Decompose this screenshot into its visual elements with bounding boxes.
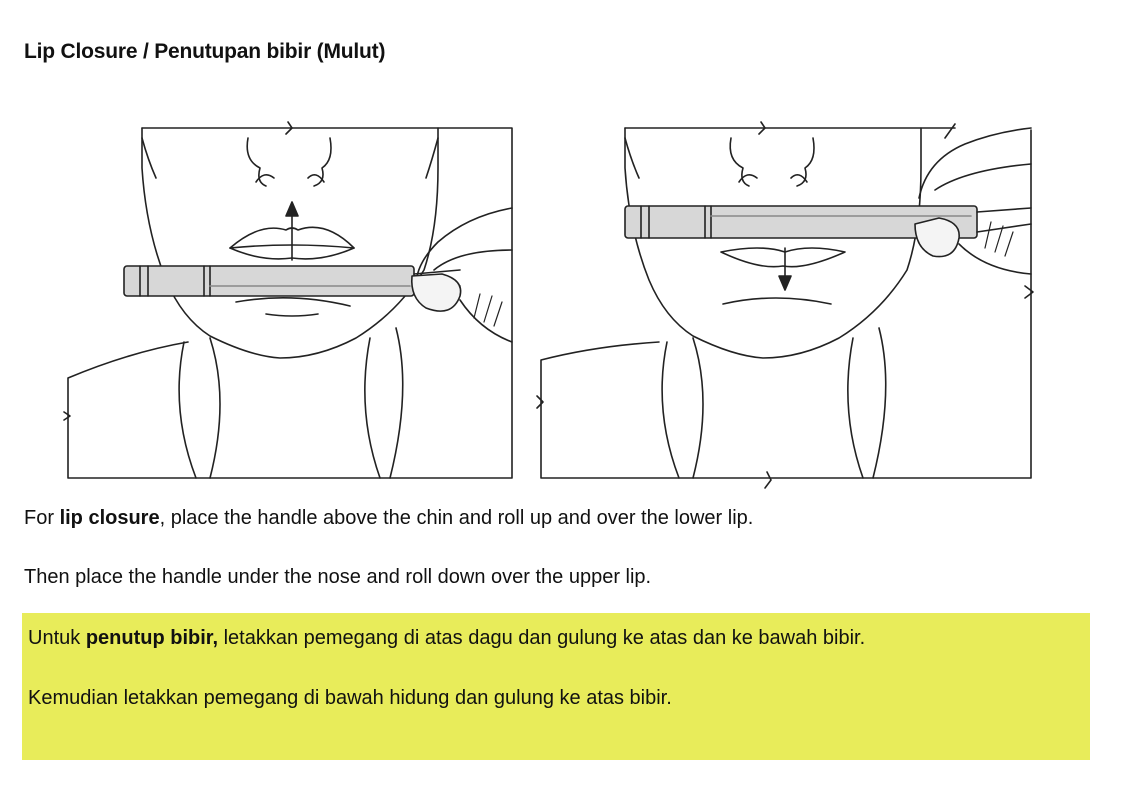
malay-1-bold: penutup bibir, [85, 627, 219, 649]
illustration-handle-under-nose [535, 120, 1035, 490]
english-1-bold: lip closure [59, 507, 160, 529]
english-instruction-2: Then place the handle under the nose and roll down over the upper lip. [24, 566, 652, 588]
english-1-suffix: , place the handle above the chin and roll up and over the lower lip. [159, 507, 754, 529]
illustration-handle-above-chin [60, 120, 520, 490]
malay-instruction-2: Kemudian letakkan pemegang di bawah hidung dan gulung ke atas bibir. [28, 687, 672, 709]
malay-1-suffix: letakkan pemegang di atas dagu dan gulung ke atas dan ke bawah bibir. [218, 627, 866, 649]
page-title: Lip Closure / Penutupan bibir (Mulut) [24, 40, 386, 63]
english-1-prefix: For [24, 507, 60, 529]
malay-translation-box [22, 613, 1090, 760]
malay-instruction-1 [28, 627, 865, 650]
english-instruction-1 [24, 507, 753, 530]
malay-1-prefix: Untuk [28, 627, 86, 649]
